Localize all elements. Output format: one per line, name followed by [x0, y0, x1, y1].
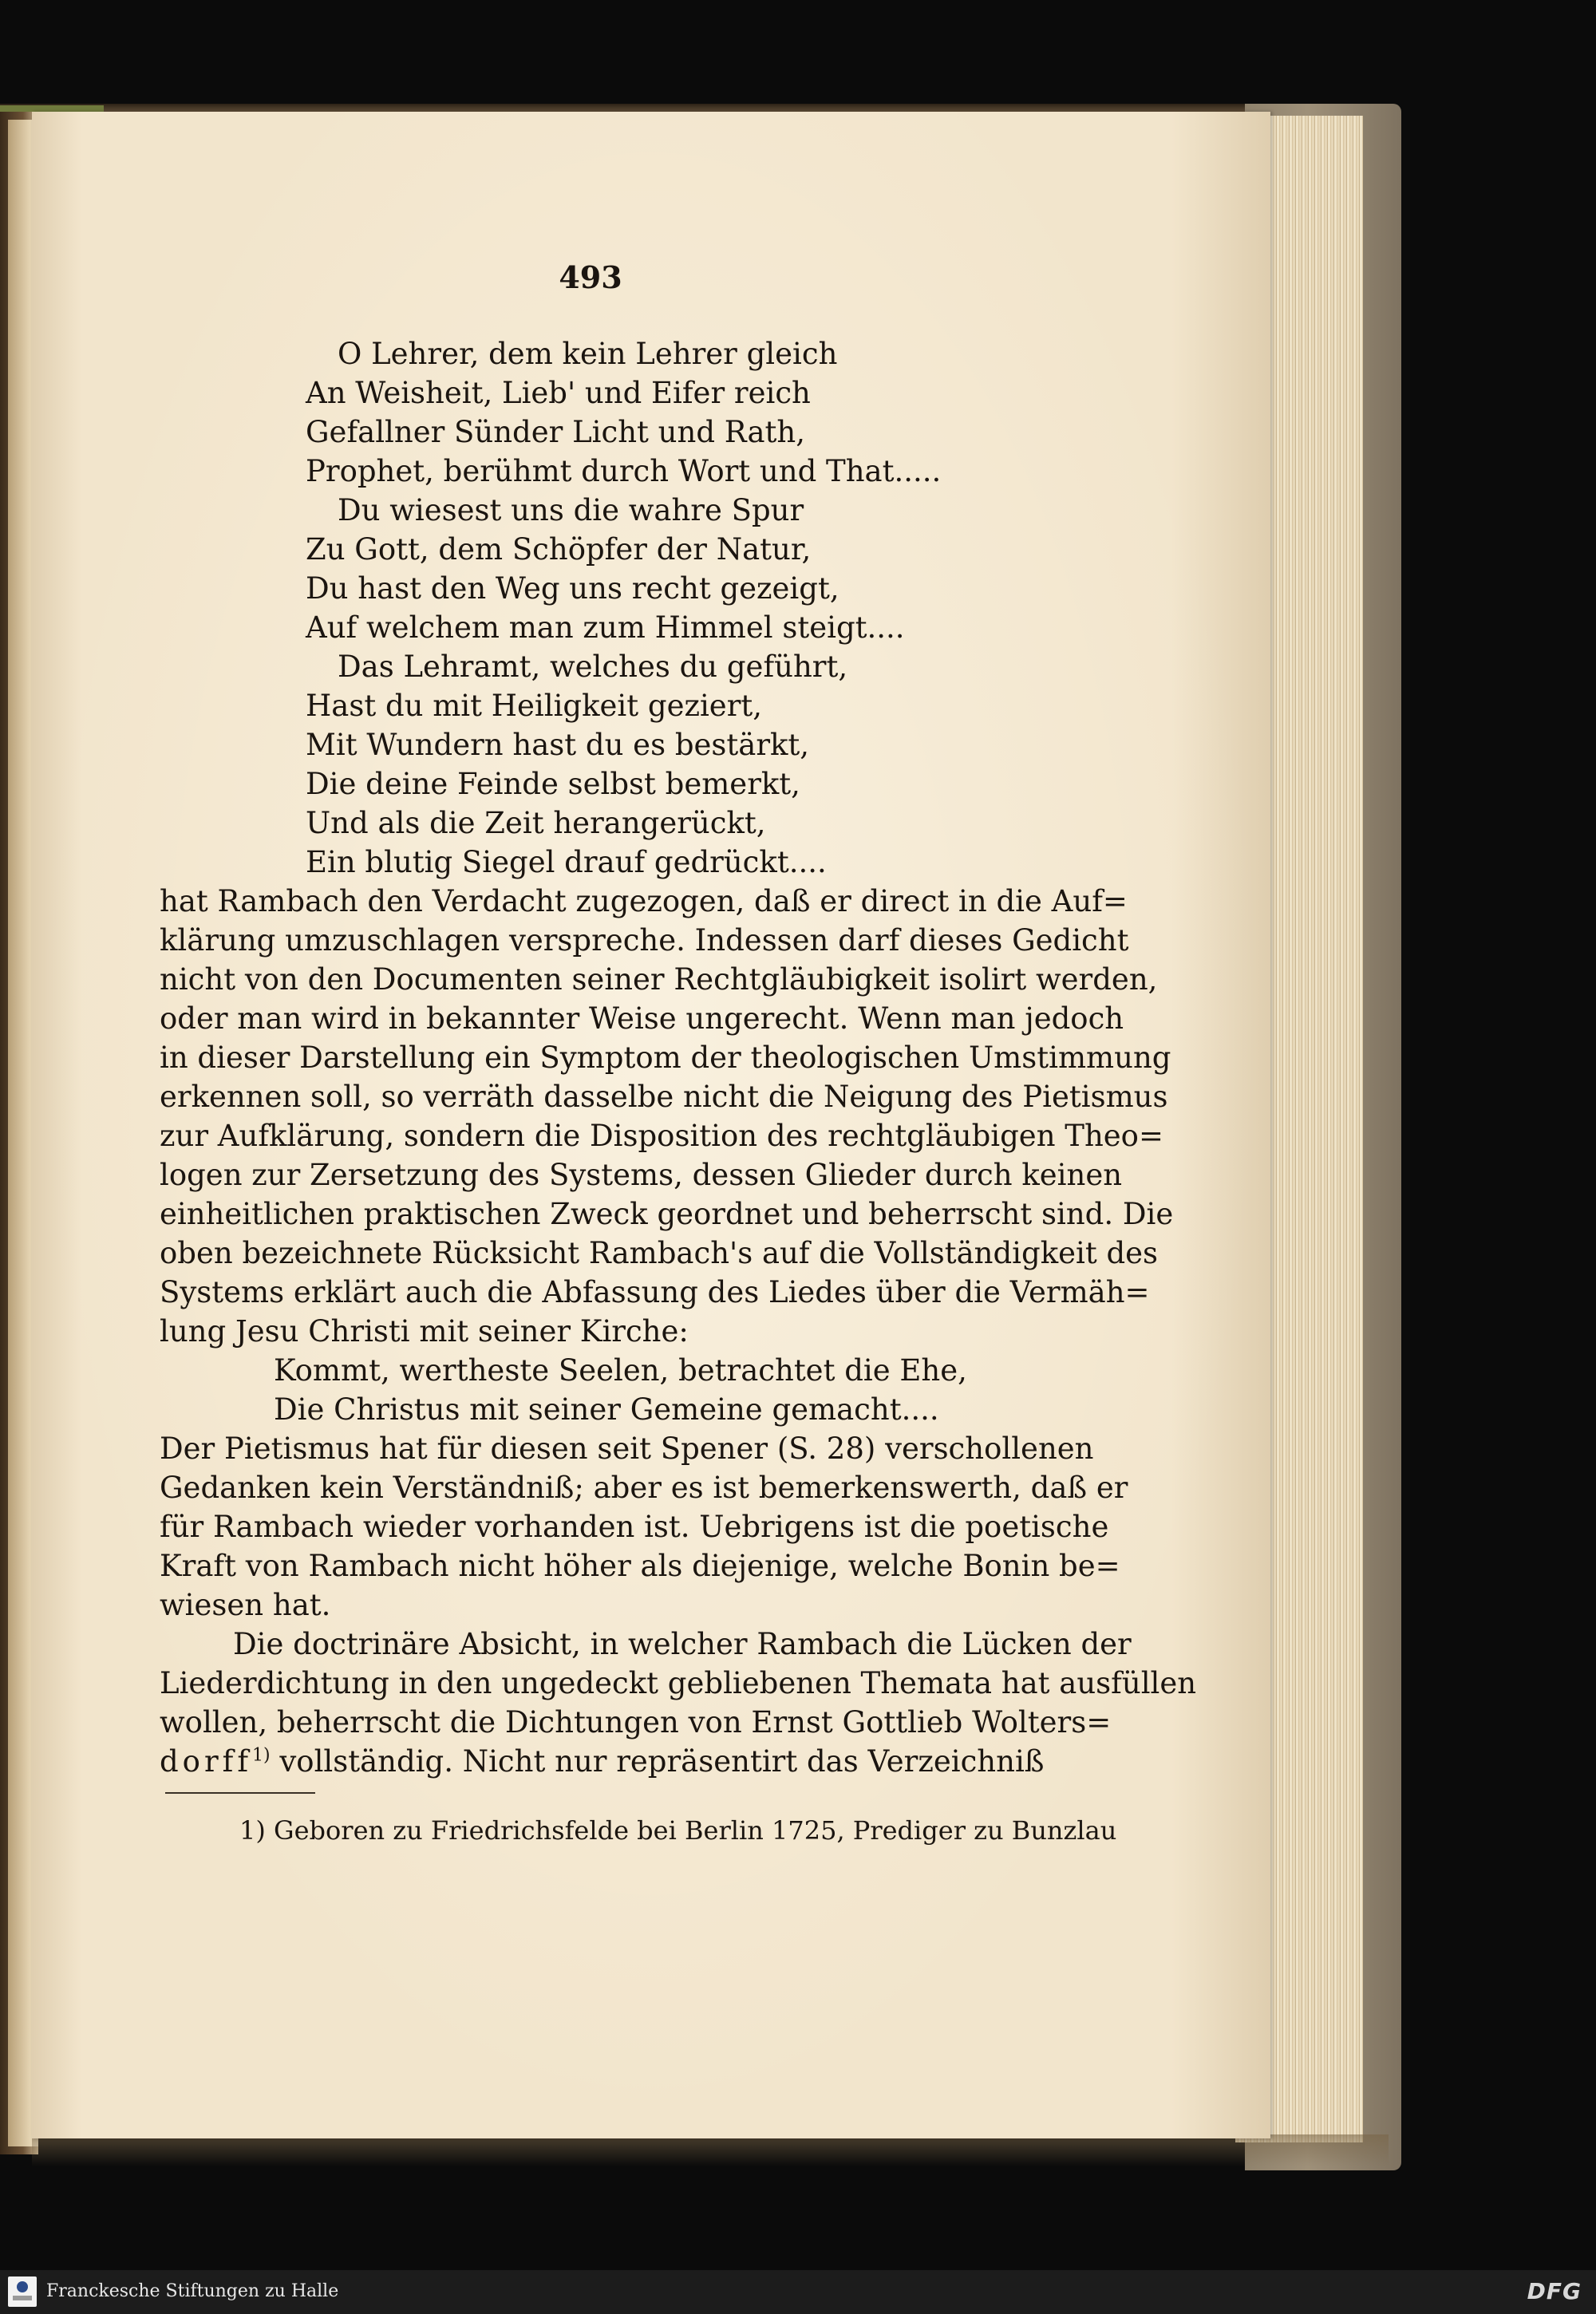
verse-line: Du hast den Weg uns recht gezeigt,	[306, 571, 839, 606]
prose-line: einheitlichen praktischen Zweck geordnet und beherrscht sind. Die	[160, 1197, 1174, 1231]
institution-logo-icon	[8, 2276, 37, 2307]
spaced-name: dorff	[160, 1744, 253, 1779]
institution-name: Franckesche Stiftungen zu Halle	[46, 2281, 339, 2301]
prose-line: hat Rambach den Verdacht zugezogen, daß er direct in die Auf=	[160, 884, 1128, 918]
verse-line: An Weisheit, Lieb' und Eifer reich	[306, 376, 811, 410]
quote-line: Kommt, wertheste Seelen, betrachtet die Ehe,	[274, 1353, 967, 1388]
prose-line: Die doctrinäre Absicht, in welcher Rambach die Lücken der	[233, 1627, 1132, 1661]
prose-line: Kraft von Rambach nicht höher als diejenige, welche Bonin be=	[160, 1549, 1120, 1583]
prose-line: nicht von den Documenten seiner Rechtgläubigkeit isolirt werden,	[160, 962, 1158, 997]
verse-line: Ein blutig Siegel drauf gedrückt....	[306, 845, 827, 879]
prose-line: oben bezeichnete Rücksicht Rambach's auf die Vollständigkeit des	[160, 1236, 1159, 1270]
prose-line: klärung umzuschlagen verspreche. Indessen darf dieses Gedicht	[160, 923, 1129, 958]
dfg-logo: DFG	[1527, 2278, 1582, 2304]
prose-line: wollen, beherrscht die Dichtungen von Ernst Gottlieb Wolters=	[160, 1705, 1112, 1739]
verse-line: O Lehrer, dem kein Lehrer gleich	[338, 337, 838, 371]
prose-line: Der Pietismus hat für diesen seit Spener (S. 28) verschollenen	[160, 1431, 1094, 1466]
prose-line-with-footnote-ref	[160, 1743, 1045, 1781]
viewer-footer	[0, 2270, 1596, 2314]
page-bottom-shadow	[32, 2134, 1389, 2166]
verse-line: Das Lehramt, welches du geführt,	[338, 650, 848, 684]
footnote-reference: 1)	[252, 1745, 271, 1766]
prose-line: Systems erklärt auch die Abfassung des Liedes über die Vermäh=	[160, 1275, 1150, 1309]
verse-line: Du wiesest uns die wahre Spur	[338, 493, 804, 527]
footnote-divider	[165, 1792, 315, 1794]
prose-line-rest: vollständig. Nicht nur repräsentirt das Verzeichniß	[270, 1744, 1045, 1779]
verse-line: Gefallner Sünder Licht und Rath,	[306, 415, 806, 449]
footnote: 1) Geboren zu Friedrichsfelde bei Berlin 1725, Prediger zu Bunzlau	[239, 1815, 1117, 1846]
verse-line: Die deine Feinde selbst bemerkt,	[306, 767, 800, 801]
verse-line: Prophet, berühmt durch Wort und That.....	[306, 454, 942, 488]
prose-line: Gedanken kein Verständniß; aber es ist bemerkenswerth, daß er	[160, 1471, 1128, 1505]
page-number: 493	[559, 259, 622, 295]
prose-line: logen zur Zersetzung des Systems, dessen Glieder durch keinen	[160, 1158, 1123, 1192]
quote-line: Die Christus mit seiner Gemeine gemacht....	[274, 1392, 939, 1427]
prose-line: zur Aufklärung, sondern die Disposition des rechtgläubigen Theo=	[160, 1119, 1163, 1153]
verse-line: Und als die Zeit herangerückt,	[306, 806, 766, 840]
verse-line: Mit Wundern hast du es bestärkt,	[306, 728, 810, 762]
prose-line: Liederdichtung in den ungedeckt gebliebenen Themata hat ausfüllen	[160, 1666, 1197, 1700]
prose-line: erkennen soll, so verräth dasselbe nicht die Neigung des Pietismus	[160, 1080, 1168, 1114]
prose-line: oder man wird in bekannter Weise ungerecht. Wenn man jedoch	[160, 1001, 1124, 1036]
prose-line: lung Jesu Christi mit seiner Kirche:	[160, 1314, 689, 1349]
verse-line: Auf welchem man zum Himmel steigt....	[306, 610, 905, 645]
prose-line: für Rambach wieder vorhanden ist. Uebrigens ist die poetische	[160, 1510, 1109, 1544]
prose-line: in dieser Darstellung ein Symptom der theologischen Umstimmung	[160, 1041, 1171, 1075]
verse-line: Zu Gott, dem Schöpfer der Natur,	[306, 532, 812, 567]
verse-line: Hast du mit Heiligkeit geziert,	[306, 689, 763, 723]
prose-line: wiesen hat.	[160, 1588, 331, 1622]
